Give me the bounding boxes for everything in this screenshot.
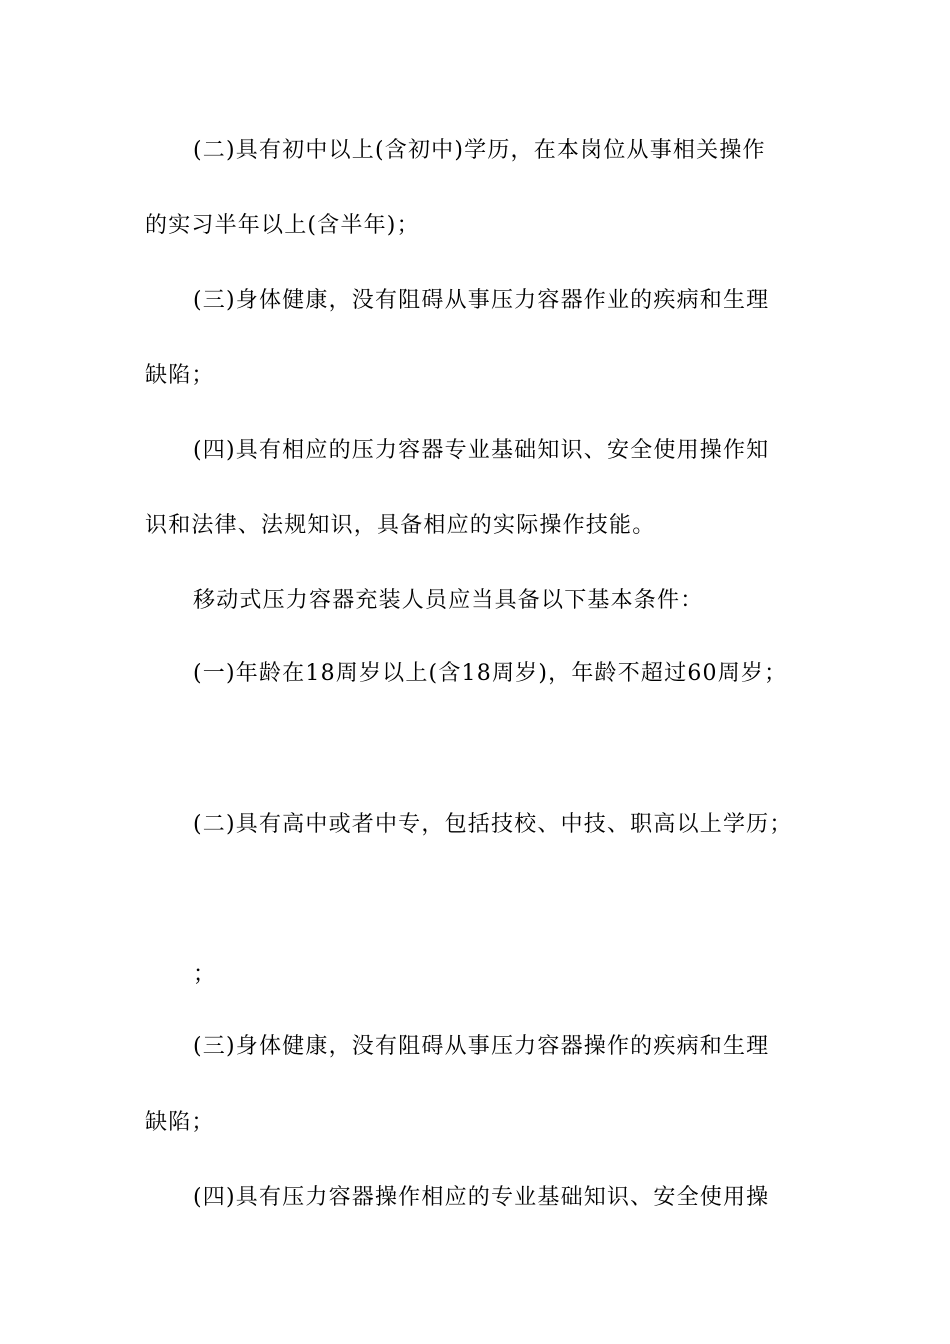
paragraph-line: 缺陷； (145, 1110, 215, 1135)
paragraph-line: (二)具有高中或者中专，包括技校、中技、职高以上学历； (193, 812, 793, 837)
paragraph-line: 的实习半年以上(含半年)； (145, 213, 420, 238)
paragraph-line: ； (193, 962, 217, 987)
paragraph-line: (二)具有初中以上(含初中)学历，在本岗位从事相关操作 (193, 138, 766, 163)
paragraph-line: (三)身体健康，没有阻碍从事压力容器作业的疾病和生理 (193, 288, 770, 313)
paragraph-line: (三)身体健康，没有阻碍从事压力容器操作的疾病和生理 (193, 1034, 770, 1059)
paragraph-line: 移动式压力容器充装人员应当具备以下基本条件： (193, 588, 704, 613)
paragraph-line: 识和法律、法规知识，具备相应的实际操作技能。 (145, 513, 656, 538)
paragraph-line: (一)年龄在18周岁以上(含18周岁)，年龄不超过60周岁； (193, 661, 788, 686)
paragraph-line: (四)具有压力容器操作相应的专业基础知识、安全使用操 (193, 1185, 770, 1210)
paragraph-line: 缺陷； (145, 363, 215, 388)
paragraph-line: (四)具有相应的压力容器专业基础知识、安全使用操作知 (193, 438, 770, 463)
